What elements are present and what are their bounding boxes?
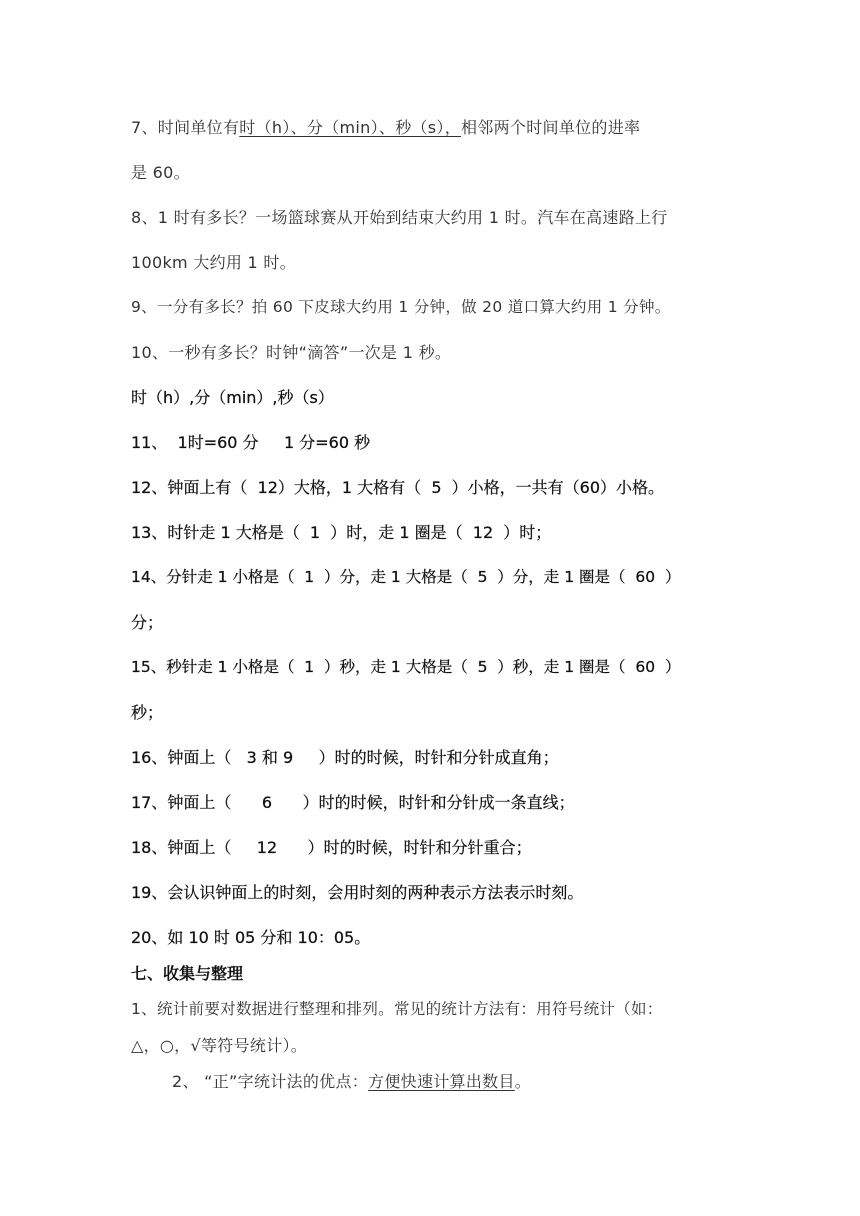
line-20: 20、如 10 时 05 分和 10：05。 — [131, 928, 371, 947]
line-15-cont: 秒； — [131, 703, 164, 722]
line-10: 10、一秒有多长？时钟“滴答”一次是 1 秒。 — [131, 343, 452, 362]
line-stat-2-underlined: 方便快速计算出数目 — [368, 1072, 515, 1091]
line-7-underlined: 时（h）、分（min）、秒（s）， — [239, 118, 462, 137]
line-7-text: 7、时间单位有 — [131, 118, 240, 137]
line-stat-1-cont: △，○，√等符号统计）。 — [131, 1036, 308, 1055]
line-units: 时（h）,分（min）,秒（s） — [131, 388, 334, 407]
line-17: 17、钟面上（ 6 ）时的时候，时针和分针成一条直线； — [131, 793, 575, 812]
line-stat-1: 1、统计前要对数据进行整理和排列。常见的统计方法有：用符号统计（如： — [131, 1000, 663, 1018]
line-19: 19、会认识钟面上的时刻，会用时刻的两种表示方法表示时刻。 — [131, 883, 584, 902]
line-8: 8、1 时有多长？一场篮球赛从开始到结束大约用 1 时。汽车在高速路上行 — [131, 208, 668, 227]
line-11: 11、 1时=60 分 1 分=60 秒 — [131, 433, 371, 452]
line-14-cont: 分； — [131, 613, 164, 632]
line-8-cont: 100km 大约用 1 时。 — [131, 253, 297, 272]
line-stat-2-rest: 。 — [514, 1072, 532, 1091]
line-stat-2-text: 2、 “正”字统计法的优点： — [172, 1072, 369, 1091]
line-9: 9、一分有多长？拍 60 下皮球大约用 1 分钟，做 20 道口算大约用 1 分钟。 — [131, 298, 671, 316]
line-16: 16、钟面上（ 3 和 9 ）时的时候，时针和分针成直角； — [131, 748, 559, 767]
line-7-rest: 相邻两个时间单位的进率 — [461, 118, 641, 137]
line-14: 14、分针走 1 小格是（ 1 ）分，走 1 大格是（ 5 ）分，走 1 圈是（ 60 ） — [131, 568, 681, 586]
line-15: 15、秒针走 1 小格是（ 1 ）秒，走 1 大格是（ 5 ）秒，走 1 圈是（ 60 ） — [131, 658, 681, 676]
line-18: 18、钟面上（ 12 ）时的时候，时针和分针重合； — [131, 838, 532, 857]
line-7 — [131, 120, 640, 136]
line-7-cont: 是 60。 — [131, 163, 190, 182]
line-13: 13、时针走 1 大格是（ 1 ）时，走 1 圈是（ 12 ）时； — [131, 523, 552, 542]
line-stat-2 — [172, 1074, 531, 1090]
line-12: 12、钟面上有（ 12）大格，1 大格有（ 5 ）小格，一共有（60）小格。 — [131, 478, 665, 497]
section-heading: 七、收集与整理 — [131, 964, 244, 983]
